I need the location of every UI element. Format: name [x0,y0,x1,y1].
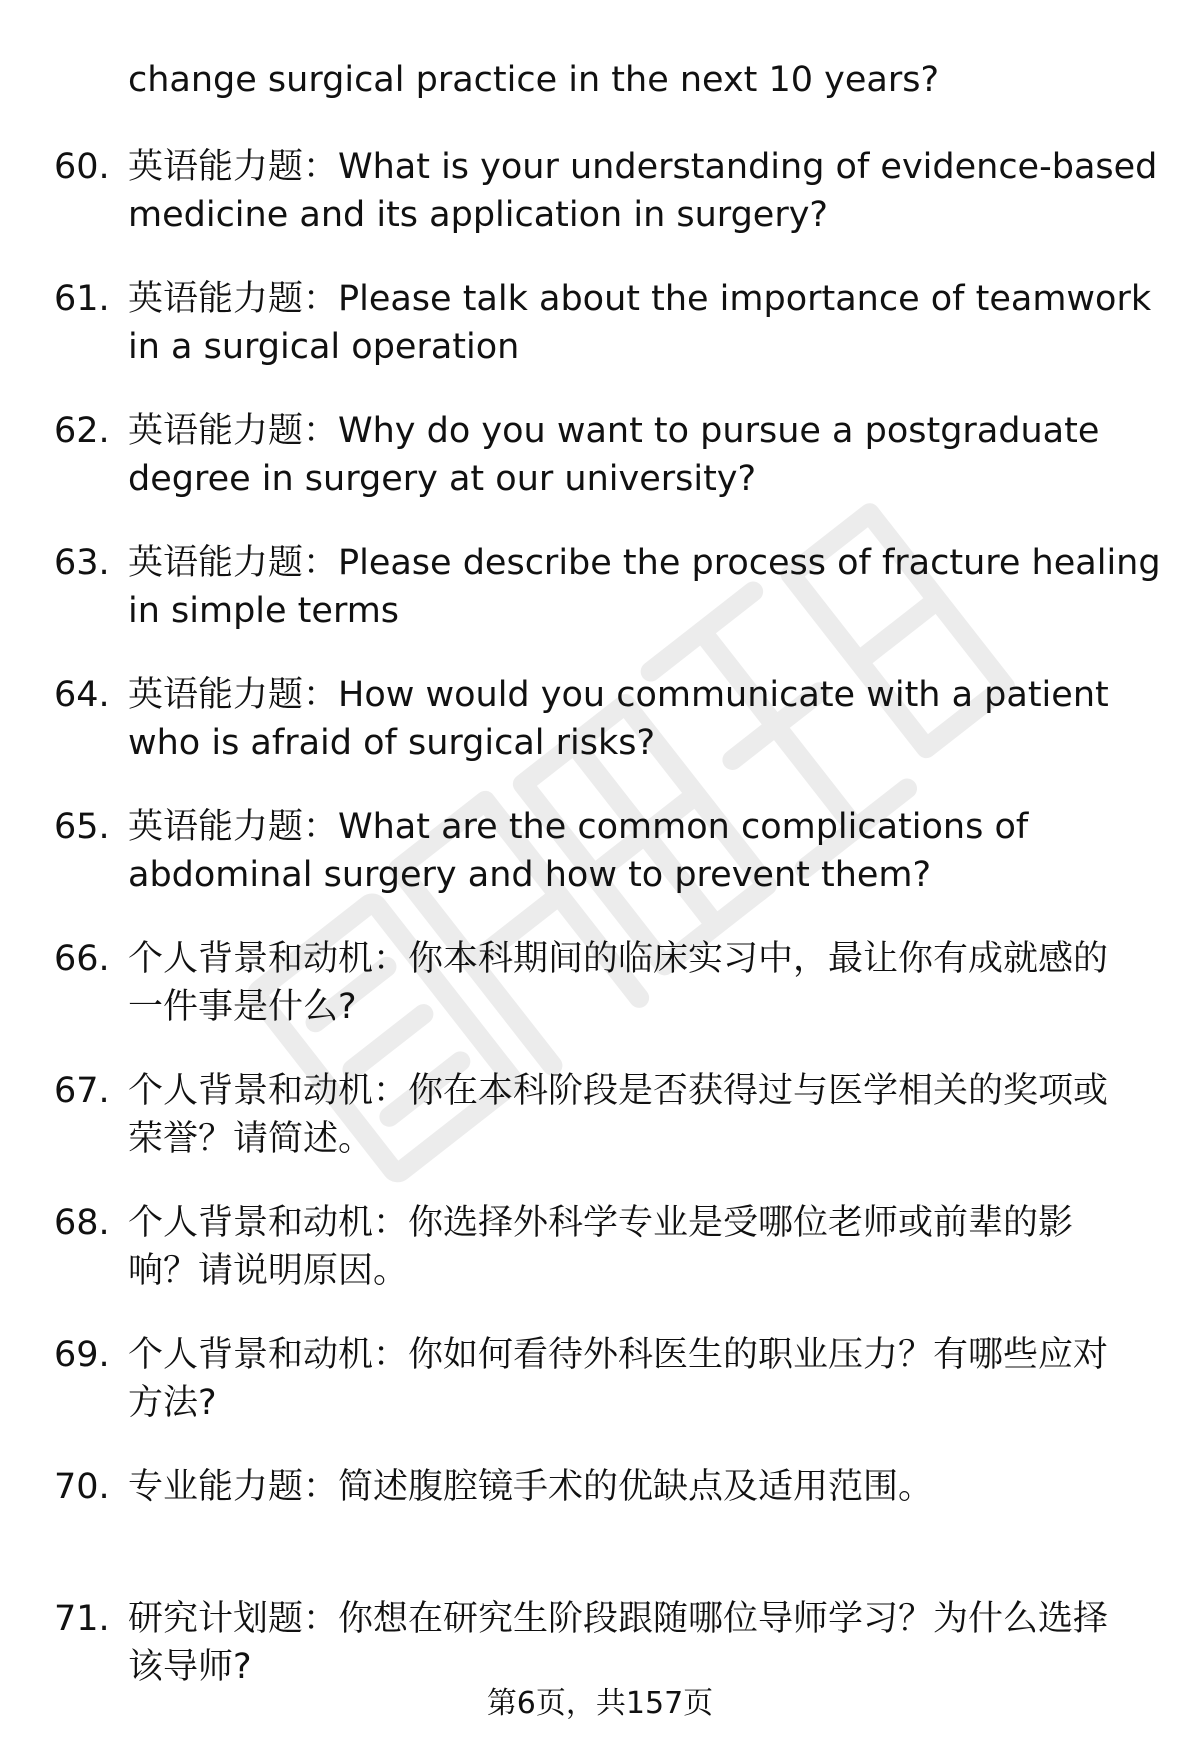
question-text [128,803,1158,899]
question-number: 66. [54,939,110,979]
question-text [128,1331,1158,1427]
question-number: 71. [54,1599,110,1639]
question-item [0,539,1200,671]
question-text-line: 个人背景和动机：你选择外科学专业是受哪位老师或前辈的影 [128,1203,1074,1243]
question-text-line: 专业能力题：简述腹腔镜手术的优缺点及适用范围。 [128,1467,934,1507]
question-text-line: 英语能力题：What is your understanding of evidence-based [128,147,1158,187]
question-number: 60. [54,147,110,187]
question-text-line: 英语能力题：Please talk about the importance of teamwork [128,279,1152,319]
question-text-line: 方法? [128,1383,217,1423]
question-text-line: 该导师? [128,1647,252,1687]
question-text-line: 英语能力题：Why do you want to pursue a postgraduate [128,411,1100,451]
question-text-line: 英语能力题：What are the common complications of [128,807,1029,847]
question-list [0,143,1200,1727]
question-text-line: abdominal surgery and how to prevent them? [128,855,932,895]
question-number: 67. [54,1071,110,1111]
question-text [128,1463,1158,1511]
question-item [0,275,1200,407]
question-number: 70. [54,1467,110,1507]
question-item [0,143,1200,275]
question-text [128,1067,1158,1163]
question-text-line: in simple terms [128,591,400,631]
question-text-line: 荣誉？请简述。 [128,1119,374,1159]
question-number: 61. [54,279,110,319]
question-text [128,539,1161,635]
question-text-line: degree in surgery at our university? [128,459,757,499]
question-text-line: who is afraid of surgical risks? [128,723,656,763]
question-number: 64. [54,675,110,715]
question-text [128,935,1158,1031]
question-number: 62. [54,411,110,451]
question-text [128,143,1158,239]
question-number: 65. [54,807,110,847]
continued-question-line: change surgical practice in the next 10 years? [128,60,940,100]
question-item [0,1331,1200,1463]
question-text-line: 个人背景和动机：你如何看待外科医生的职业压力？有哪些应对 [128,1335,1109,1375]
question-text [128,1199,1158,1295]
question-text [128,407,1158,503]
question-text-line: 一件事是什么? [128,987,357,1027]
question-text-line: medicine and its application in surgery? [128,195,828,235]
question-item [0,671,1200,803]
question-text-line: 英语能力题：Please describe the process of fracture healing [128,543,1161,583]
question-number: 69. [54,1335,110,1375]
question-text-line: 个人背景和动机：你本科期间的临床实习中，最让你有成就感的 [128,939,1109,979]
question-text-line: in a surgical operation [128,327,520,367]
question-text-line: 个人背景和动机：你在本科阶段是否获得过与医学相关的奖项或 [128,1071,1109,1111]
question-item [0,1199,1200,1331]
question-item [0,407,1200,539]
question-text-line: 英语能力题：How would you communicate with a patient [128,675,1109,715]
question-text-line: 研究计划题：你想在研究生阶段跟随哪位导师学习？为什么选择 [128,1599,1109,1639]
question-item [0,1463,1200,1595]
question-text [128,671,1158,767]
question-text [128,1595,1158,1691]
question-text [128,275,1158,371]
page-footer: 第6页，共157页 [486,1686,714,1721]
question-item [0,935,1200,1067]
question-number: 68. [54,1203,110,1243]
question-text-line: 响？请说明原因。 [128,1251,409,1291]
question-number: 63. [54,543,110,583]
question-item [0,803,1200,935]
question-item [0,1067,1200,1199]
